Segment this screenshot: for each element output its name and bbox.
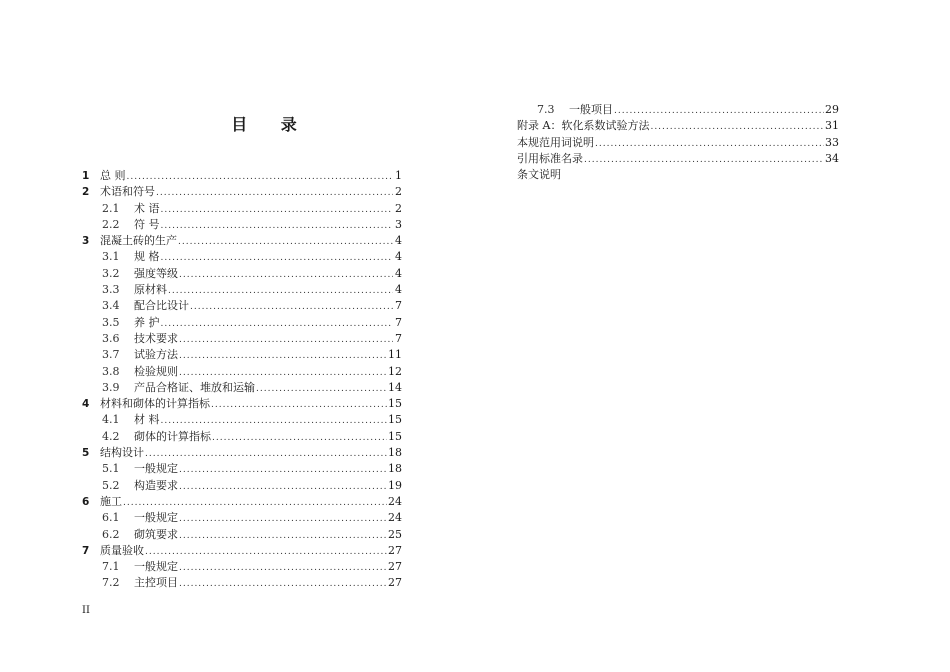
toc-entry-label: 质量验收 — [100, 543, 144, 557]
dot-leader — [255, 381, 387, 397]
toc-entry-number: 7 — [82, 544, 90, 557]
toc-entry-page: 2 — [395, 185, 402, 199]
toc-entry-label: 结构设计 — [100, 446, 144, 460]
toc-entry-page: 19 — [388, 478, 402, 492]
page-number: II — [82, 605, 90, 616]
toc-entry-page: 4 — [395, 234, 402, 248]
dot-leader — [211, 430, 387, 446]
toc-entry-label: 混凝土砖的生产 — [100, 234, 177, 248]
toc-entry-number: 3.1 — [102, 250, 120, 264]
toc-entry[interactable] — [82, 347, 402, 363]
toc-entry[interactable] — [82, 429, 402, 445]
toc-entry-page: 2 — [395, 201, 402, 215]
toc-entry[interactable] — [82, 478, 402, 494]
toc-entry-label: 材 料 — [134, 413, 160, 427]
toc-entry-page: 27 — [388, 576, 402, 590]
toc-entry-page: 24 — [388, 494, 402, 508]
toc-entry[interactable] — [82, 249, 402, 265]
dot-leader — [177, 234, 393, 250]
toc-entry-label: 试验方法 — [134, 348, 178, 362]
toc-entry-number: 6.1 — [102, 511, 120, 525]
toc-entry-label: 施工 — [100, 494, 122, 508]
toc-entry-number: 2.1 — [102, 201, 120, 215]
toc-entry-page: 27 — [388, 543, 402, 557]
dot-leader — [178, 479, 387, 495]
toc-entry-page: 34 — [825, 151, 839, 165]
dot-leader — [649, 119, 824, 135]
toc-entry[interactable] — [82, 543, 402, 559]
toc-entry-page: 12 — [388, 364, 402, 378]
toc-entry[interactable] — [82, 315, 402, 331]
toc-entry-number: 2 — [82, 186, 90, 199]
dot-leader — [160, 316, 394, 332]
toc-entry[interactable] — [517, 102, 839, 118]
toc-entry[interactable] — [82, 217, 402, 233]
toc-entry[interactable] — [82, 380, 402, 396]
dot-leader — [178, 365, 387, 381]
dot-leader — [210, 397, 387, 413]
dot-leader — [178, 528, 387, 544]
dot-leader — [178, 576, 387, 592]
toc-entry-page: 15 — [388, 413, 402, 427]
toc-entry-number: 3.8 — [102, 364, 120, 378]
toc-entry-number: 1 — [82, 170, 90, 182]
toc-entry-label: 规 格 — [134, 250, 160, 264]
toc-entry-page: 7 — [395, 331, 402, 345]
toc-entry-page: 33 — [825, 135, 839, 149]
toc-entry-number: 6.2 — [102, 527, 120, 541]
toc-entry-label: 主控项目 — [134, 576, 178, 590]
toc-entry-number: 2.2 — [102, 217, 120, 231]
toc-entry-label: 强度等级 — [134, 266, 178, 280]
toc-left-column — [82, 168, 402, 592]
toc-entry-label: 术 语 — [134, 201, 160, 215]
toc-entry[interactable] — [517, 151, 839, 167]
toc-entry-page: 18 — [388, 462, 402, 476]
toc-right-column — [517, 102, 839, 183]
dot-leader — [144, 446, 387, 462]
toc-entry-number: 3.5 — [102, 315, 120, 329]
toc-entry-page: 15 — [388, 429, 402, 443]
toc-title: 目 录 — [231, 115, 311, 134]
dot-leader — [144, 544, 387, 560]
toc-entry-number: 3.3 — [102, 283, 120, 297]
toc-entry-label: 养 护 — [134, 315, 160, 329]
toc-entry-label: 构造要求 — [134, 478, 178, 492]
toc-entry-label: 技术要求 — [134, 331, 178, 345]
toc-entry-label: 条文说明 — [517, 168, 561, 182]
toc-entry-number: 7.3 — [537, 103, 555, 116]
toc-entry-number: 5.2 — [102, 478, 120, 492]
toc-entry-number: 4.1 — [102, 413, 120, 427]
toc-entry[interactable] — [82, 364, 402, 380]
toc-entry-page: 27 — [388, 560, 402, 574]
toc-entry[interactable] — [82, 412, 402, 428]
toc-entry-number: 3.7 — [102, 348, 120, 362]
toc-entry-label: 总 则 — [100, 169, 126, 182]
toc-entry[interactable] — [82, 559, 402, 575]
dot-leader — [126, 169, 394, 185]
toc-entry[interactable] — [82, 510, 402, 526]
toc-entry-label: 砌体的计算指标 — [134, 429, 211, 443]
toc-entry-label: 引用标准名录 — [517, 151, 583, 165]
toc-entry-number: 3.9 — [102, 380, 120, 394]
toc-entry[interactable] — [82, 396, 402, 412]
toc-entry-label: 原材料 — [134, 283, 167, 297]
toc-entry-page: 4 — [395, 283, 402, 297]
toc-entry-label: 材料和砌体的计算指标 — [100, 397, 210, 411]
toc-entry-label: 检验规则 — [134, 364, 178, 378]
toc-entry[interactable] — [82, 233, 402, 249]
toc-entry-page: 15 — [388, 397, 402, 411]
toc-entry-label: 本规范用词说明 — [517, 135, 594, 149]
dot-leader — [178, 560, 387, 576]
dot-leader — [160, 202, 394, 218]
toc-entry-page: 4 — [395, 250, 402, 264]
toc-entry-label: 一般规定 — [134, 511, 178, 525]
toc-entry[interactable] — [82, 445, 402, 461]
toc-entry-page: 4 — [395, 266, 402, 280]
toc-entry-page: 29 — [825, 103, 839, 116]
dot-leader — [155, 185, 393, 201]
toc-entry-number: 6 — [82, 495, 90, 508]
dot-leader — [160, 250, 394, 266]
toc-entry-page: 3 — [395, 217, 402, 231]
dot-leader — [167, 283, 393, 299]
dot-leader — [178, 267, 393, 283]
toc-entry-label: 配合比设计 — [134, 299, 189, 313]
dot-leader — [178, 462, 387, 478]
toc-entry[interactable] — [517, 167, 839, 183]
dot-leader — [613, 103, 824, 119]
toc-entry[interactable] — [82, 461, 402, 477]
toc-entry[interactable] — [82, 575, 402, 591]
toc-entry[interactable] — [82, 527, 402, 543]
toc-entry[interactable] — [82, 298, 402, 314]
toc-entry-page: 7 — [395, 315, 402, 329]
toc-entry-page: 24 — [388, 511, 402, 525]
toc-entry-number: 5.1 — [102, 462, 120, 476]
toc-entry-page: 14 — [388, 380, 402, 394]
toc-entry-label: 术语和符号 — [100, 185, 155, 199]
toc-entry-number: 5 — [82, 447, 90, 460]
toc-entry-number: 3.2 — [102, 266, 120, 280]
toc-entry-label: 符 号 — [134, 217, 160, 231]
toc-entry-number: 7.2 — [102, 576, 120, 590]
toc-entry-number: 4 — [82, 398, 90, 411]
toc-entry-number: 7.1 — [102, 560, 120, 574]
dot-leader — [122, 495, 387, 511]
toc-entry[interactable] — [82, 282, 402, 298]
toc-entry-page: 31 — [825, 119, 839, 133]
toc-entry-page: 7 — [395, 299, 402, 313]
toc-entry-label: 附录 A：软化系数试验方法 — [517, 119, 650, 133]
toc-entry[interactable] — [82, 184, 402, 200]
toc-entry-label: 一般项目 — [569, 103, 613, 116]
toc-entry-page: 1 — [395, 169, 402, 182]
dot-leader — [189, 299, 393, 315]
dot-leader — [594, 136, 824, 152]
toc-entry[interactable] — [82, 168, 402, 184]
toc-entry[interactable] — [82, 331, 402, 347]
dot-leader — [178, 348, 387, 364]
dot-leader — [160, 413, 388, 429]
toc-entry-number: 3 — [82, 235, 90, 248]
dot-leader — [583, 152, 824, 168]
toc-entry-page: 25 — [388, 527, 402, 541]
toc-entry-page: 11 — [388, 348, 402, 362]
toc-entry-page: 18 — [388, 446, 402, 460]
toc-entry[interactable] — [82, 201, 402, 217]
toc-entry[interactable] — [82, 494, 402, 510]
toc-entry-label: 一般规定 — [134, 462, 178, 476]
toc-entry-number: 3.4 — [102, 299, 120, 313]
dot-leader — [178, 332, 393, 348]
toc-entry-number: 4.2 — [102, 429, 120, 443]
dot-leader — [178, 511, 387, 527]
toc-entry[interactable] — [82, 266, 402, 282]
dot-leader — [160, 218, 394, 234]
toc-entry[interactable] — [517, 118, 839, 134]
toc-entry-label: 产品合格证、堆放和运输 — [134, 380, 255, 394]
toc-entry[interactable] — [517, 135, 839, 151]
toc-entry-label: 一般规定 — [134, 560, 178, 574]
toc-entry-number: 3.6 — [102, 331, 120, 345]
toc-entry-label: 砌筑要求 — [134, 527, 178, 541]
